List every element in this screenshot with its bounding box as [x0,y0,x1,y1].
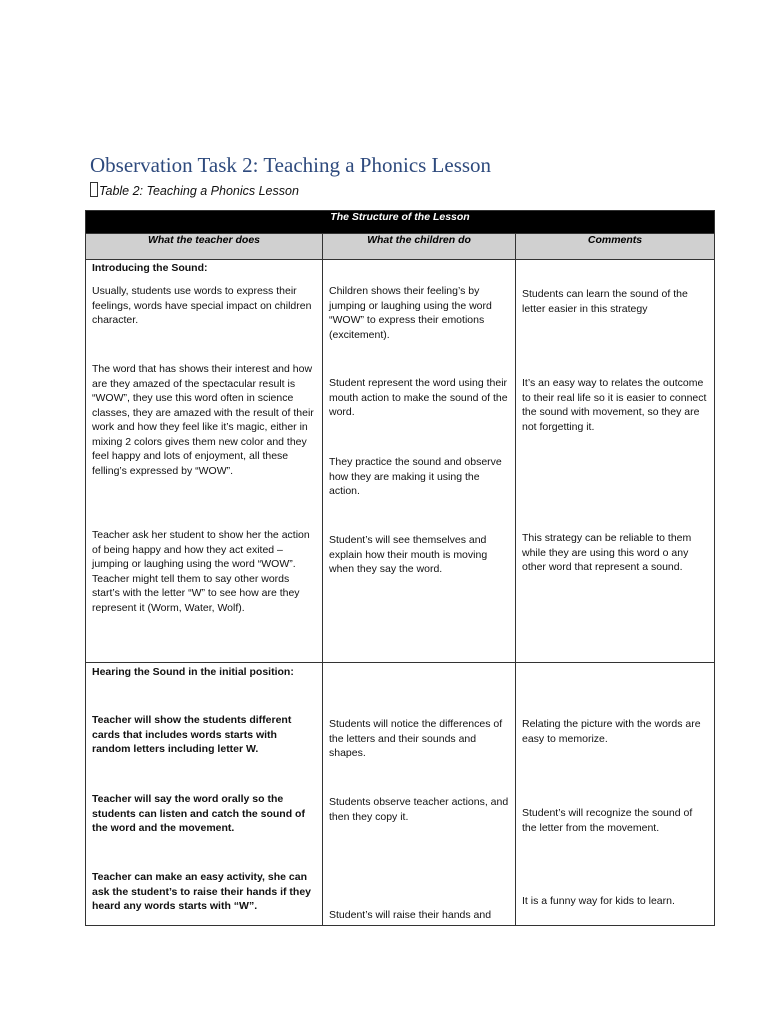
teacher-text: Teacher will show the students different cards that includes words starts with random letters including letter W. [92,714,292,755]
teacher-text: Teacher ask her student to show her the action of being happy and how they act exited – jumping or laughing using the word “WOW”. Teacher might tell them to say other words start’s with the letter “W” to see how are they represent it (Worm, Water, Wolf). [92,529,310,614]
children-text: Student represent the word using their mouth action to make the sound of the word. [329,377,508,418]
children-cell-introducing [323,260,516,663]
children-text: Students will notice the differences of the letters and their sounds and shapes. [329,718,503,759]
teacher-text: Teacher can make an easy activity, she can ask the student’s to raise their hands if they heard any words starts with “W”. [92,871,311,912]
comment-text: It is a funny way for kids to learn. [522,895,675,907]
teacher-text: The word that has shows their interest and how are they amazed of the spectacular result is “WOW”, they use this word often in science classes, they are amazed with the result of their work and how they feel like it’s magic, either in mixing 2 colors gives them new color and they feel happy and lots of enjoyment, all these felling’s expressed by “WOW”. [92,363,314,477]
section-heading-hearing: Hearing the Sound in the initial position: [92,666,294,678]
teacher-cell-hearing [86,663,323,926]
missing-glyph-icon [90,182,98,197]
table-header-row [86,211,715,234]
children-text: Student’s will see themselves and explain how their mouth is moving when they say the word. [329,534,488,575]
page-title: Observation Task 2: Teaching a Phonics Lesson [90,153,492,177]
children-text: Students observe teacher actions, and then they copy it. [329,796,509,823]
teacher-text: Usually, students use words to express their feelings, words have special impact on children character. [92,285,312,326]
children-text: Children shows their feeling’s by jumping or laughing using the word “WOW” to express their emotions (excitement). [329,285,492,341]
teacher-text: Teacher will say the word orally so the students can listen and catch the sound of the word and the movement. [92,793,305,834]
teacher-cell-introducing [86,260,323,663]
comment-text: Students can learn the sound of the letter easier in this strategy [522,288,688,315]
comments-cell-hearing [516,663,715,926]
children-text: Student’s will raise their hands and [329,909,492,921]
comment-text: Relating the picture with the words are easy to memorize. [522,718,701,745]
table-header: The Structure of the Lesson [86,211,715,234]
table-row-introducing-sound [86,260,715,663]
comment-text: It’s an easy way to relates the outcome to their real life so it is easier to connect the sound with movement, so they are not forgetting it. [522,377,707,433]
table-row-hearing-sound [86,663,715,926]
comment-text: Student’s will recognize the sound of the letter from the movement. [522,807,693,834]
comments-cell-introducing [516,260,715,663]
caption-text: Table 2: Teaching a Phonics Lesson [99,184,299,198]
children-cell-hearing [323,663,516,926]
table-caption [90,182,299,198]
comment-text: This strategy can be reliable to them while they are using this word o any other word that represent a sound. [522,532,692,573]
column-header-row [86,234,715,260]
column-header-comments: Comments [516,234,715,260]
column-header-children: What the children do [323,234,516,260]
lesson-table [85,210,715,926]
section-heading-introducing: Introducing the Sound: [92,262,208,274]
children-text: They practice the sound and observe how they are making it using the action. [329,456,502,497]
column-header-teacher: What the teacher does [86,234,323,260]
